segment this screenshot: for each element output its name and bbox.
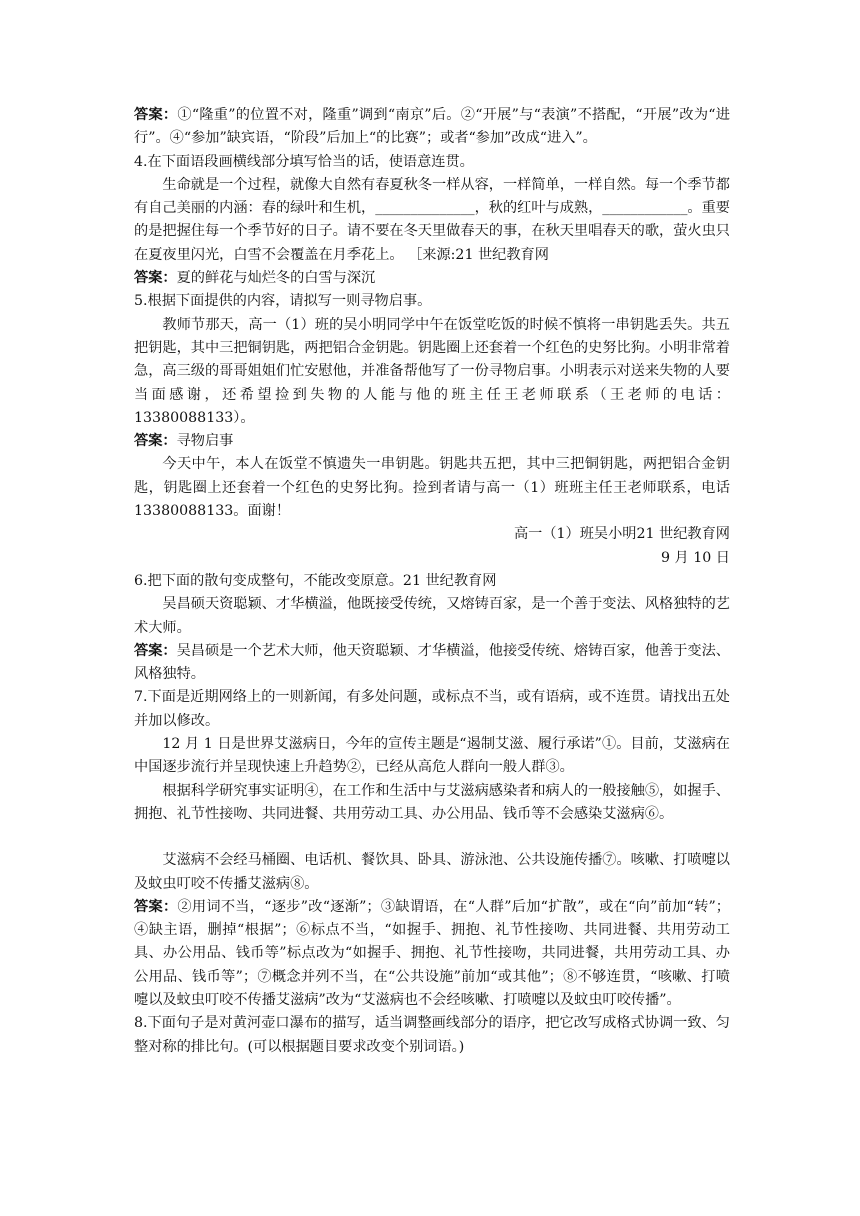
q8-question: 8.下面句子是对黄河壶口瀑布的描写，适当调整画线部分的语序，把它改写成格式协调一致、匀整对称的排比句。(可以根据题目要求改变个别词语。): [134, 1015, 730, 1055]
q5-date: 9 月 10 日: [661, 549, 730, 566]
answer-label: 答案：: [134, 433, 177, 450]
q5-question: 5.根据下面提供的内容，请拟写一则寻物启事。: [134, 293, 432, 310]
answer-label: 答案：: [134, 270, 177, 287]
q7-paragraph-2: 根据科学研究事实证明④，在工作和生活中与艾滋病感染者和病人的一般接触⑤，如握手、拥抱、礼节性接吻、共同进餐、共用劳动工具、办公用品、钱币等不会感染艾滋病⑥。: [134, 782, 730, 822]
answer-label: 答案：: [134, 898, 178, 915]
q5-passage: 教师节那天，高一（1）班的吴小明同学中午在饭堂吃饭的时候不慎将一串钥匙丢失。共五把钥匙，其中三把铜钥匙，两把铝合金钥匙。钥匙圈上还套着一个红色的史努比狗。小明非常着急，高三级的哥哥姐姐们忙安慰他，并准备帮他写了一份寻物启事。小明表示对送来失物的人要当面感谢，还希望捡到失物的人能与他的班主任王老师联系（王老师的电话：13380088133）。: [134, 316, 730, 426]
q7-answer-text: ②用词不当，“逐步”改“逐渐”；③缺谓语，在“人群”后加“扩散”，或在“向”前加“转”；④缺主语，删掉“根据”；⑥标点不当，“如握手、拥抱、礼节性接吻、共同进餐、共用劳动工具、办公用品、钱币等”标点改为“如握手、拥抱、礼节性接吻，共同进餐，共用劳动工具、办公用品、钱币等”；⑦概念并列不当，在“公共设施”前加“或其他”；⑧不够连贯，“咳嗽、打喷嚏以及蚊虫叮咬不传播艾滋病”改为“艾滋病也不会经咳嗽、打喷嚏以及蚊虫叮咬传播”。: [134, 898, 730, 1008]
q4-answer-text: 夏的鲜花与灿烂冬的白雪与深沉: [176, 270, 376, 287]
q5-answer-body: 今天中午，本人在饭堂不慎遗失一串钥匙。钥匙共五把，其中三把铜钥匙，两把铝合金钥匙，钥匙圈上还套着一个红色的史努比狗。捡到者请与高一（1）班班主任王老师联系，电话 13380088133。面谢！: [134, 456, 730, 520]
answer-label: 答案：: [134, 642, 177, 659]
q4-question: 4.在下面语段画横线部分填写恰当的话，使语意连贯。: [134, 153, 474, 170]
q5-answer-title: 寻物启事: [176, 433, 234, 450]
q6-question: 6.把下面的散句变成整句，不能改变原意。21 世纪教育网: [134, 572, 497, 589]
document-body: [134, 104, 730, 1059]
q4-passage: 生命就是一个过程，就像大自然有春夏秋冬一样从容，一样简单，一样自然。每一个季节都有自己美丽的内涵：春的绿叶和生机，______________，秋的红叶与成熟，____________。重要的是把握住每一个季节好的日子。请不要在冬天里做春天的事，在秋天里唱春天的歌，萤火虫只在夏夜里闪光，白雪不会覆盖在月季花上。 ［来源:21 世纪教育网: [134, 176, 730, 263]
q6-answer-text: 吴昌硕是一个艺术大师，他天资聪颖、才华横溢，他接受传统、熔铸百家，他善于变法、风格独特。: [134, 642, 730, 683]
answer-label: 答案：: [134, 107, 178, 123]
q5-answer: [134, 430, 730, 453]
q7-paragraph-1: 12 月 1 日是世界艾滋病日，今年的宣传主题是“遏制艾滋、履行承诺”①。目前，艾滋病在中国逐步流行并呈现快速上升趋势②，已经从高危人群向一般人群③。: [134, 736, 730, 776]
q3-answer-text: ①“隆重”的位置不对，隆重”调到“南京”后。②“开展”与“表演”不搭配，“开展”改为“进行”。④“参加”缺宾语，“阶段”后加上“的比赛”；或者“参加”改成“进入”。: [134, 107, 730, 147]
q3-answer: [134, 104, 730, 151]
q6-answer: [134, 640, 730, 687]
q7-question: 7.下面是近期网络上的一则新闻，有多处问题，或标点不当，或有语病，或不连贯。请找出五处并加以修改。: [134, 689, 730, 729]
q4-answer: [134, 267, 730, 290]
q6-passage: 吴昌硕天资聪颖、才华横溢，他既接受传统，又熔铸百家，是一个善于变法、风格独特的艺术大师。: [134, 596, 730, 636]
q7-paragraph-3: 艾滋病不会经马桶圈、电话机、餐饮具、卧具、游泳池、公共设施传播⑦。咳嗽、打喷嚏以及蚊虫叮咬不传播艾滋病⑧。: [134, 852, 730, 892]
q7-answer: [134, 896, 730, 1012]
q5-signature: 高一（1）班吴小明21 世纪教育网: [513, 526, 730, 543]
